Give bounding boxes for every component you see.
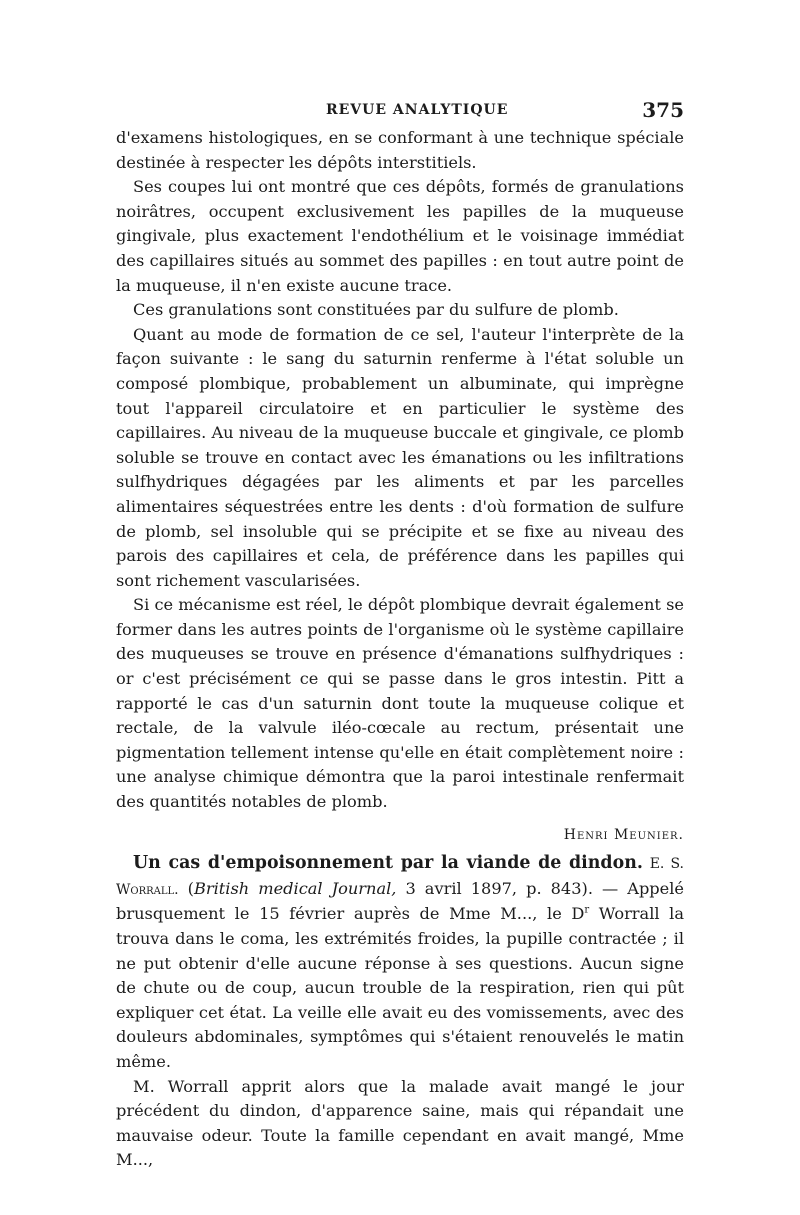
paragraph: Ces granulations sont constituées par du sulfure de plomb. bbox=[133, 300, 619, 320]
article-title: Un cas d'empoisonnement par la viande de dindon. bbox=[133, 853, 643, 874]
paragraph: Si ce mécanisme est réel, le dépôt plombique devrait également se former dans les autres points de l'organisme où le système capillaire des muqueuses se trouve en présence d'émanations sulfhydriques : or c'est précisément ce qui se passe dans le gros intestin. Pitt a rapporté le cas d'un saturnin dont toute la muqueuse colique et rectale, de la valvule iléo-cœcale au rectum, présentait une pigmentation tellement intense qu'elle en était complètement noire : une analyse chimique démontra que la paroi intestinale renfermait des quantités notables de plomb. bbox=[116, 595, 684, 812]
paragraph: Ses coupes lui ont montré que ces dépôts, formés de granulations noirâtres, occupent exclusivement les papilles de la muqueuse gingivale, plus exactement l'endothélium et le voisinage immédiat des capillaires situés au sommet des papilles : en tout autre point de la muqueuse, il n'en existe aucune trace. bbox=[116, 177, 684, 295]
article-author: E. S. Worrall. bbox=[116, 856, 684, 898]
journal-name: British medical Journal, bbox=[193, 878, 397, 898]
paragraph: Quant au mode de formation de ce sel, l'auteur l'interprète de la façon suivante : le sang du saturnin renferme à l'état soluble un composé plombique, probablement un albuminate, qui imprègne tout l'appareil circulatoire et en particulier le système des capillaires. Au niveau de la muqueuse buccale et gingivale, ce plomb soluble se trouve en contact avec les émanations ou les infiltrations sulfhydriques dégagées par les aliments et par les parcelles alimentaires séquestrées entre les dents : d'où formation de sulfure de plomb, sel insoluble qui se précipite et se fixe au niveau des parois des capillaires et cela, de préférence dans les papilles qui sont richement vascularisées. bbox=[116, 324, 684, 590]
paragraph-continued: d'examens histologiques, en se conformant à une technique spéciale destinée à respecter les dépôts interstitiels. bbox=[116, 128, 684, 172]
article-last-paragraph: M. Worrall apprit alors que la malade avait mangé le jour précédent du dindon, d'apparence saine, mais qui répandait une mauvaise odeur. Toute la famille cependant en avait mangé, Mme M..., bbox=[116, 1076, 684, 1170]
article-paragraph bbox=[116, 851, 684, 1074]
citation-open: ( bbox=[187, 878, 194, 898]
article-body-start: — Appelé brusquement le 15 février auprès de Mme M..., le D bbox=[116, 878, 685, 924]
doctor-abbrev-superscript: r bbox=[584, 905, 590, 917]
page-header bbox=[116, 98, 684, 124]
citation-details: 3 avril 1897, p. 843). bbox=[396, 878, 593, 898]
page-number: 375 bbox=[642, 98, 684, 122]
author-signature: Henri Meunier. bbox=[563, 826, 684, 843]
running-title: REVUE ANALYTIQUE bbox=[326, 102, 509, 118]
article-body-continued: Worrall la trouva dans le coma, les extrémités froides, la pupille contractée ; il ne put obtenir d'elle aucune réponse à ses questions. Aucun signe de chute ou de coup, aucun trouble de la respiration, rien qui pût expliquer cet état. La veille elle avait eu des vomissements, avec des douleurs abdominales, symptômes qui s'étaient renouvelés le matin même. bbox=[116, 904, 684, 1071]
body-text bbox=[116, 126, 684, 1173]
